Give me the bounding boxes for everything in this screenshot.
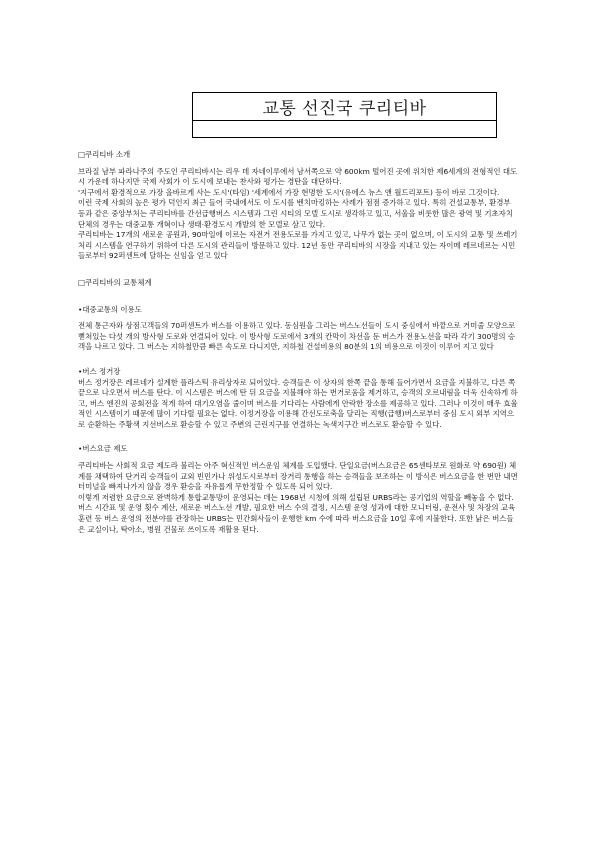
document-body (78, 150, 518, 535)
section-heading-intro: □쿠리티바 소개 (78, 150, 131, 159)
fares-paragraph-1: 쿠리티바는 사회적 요금 제도라 불리는 아주 혁신적인 버스운임 체계를 도입했다. 단일요금(버스요금은 65센타보로 원화로 약 690원) 체계를 채택하여 단거리 승객들이 교외 빈민가나 위성도시로부터 장거리 통행을 하는 승객들을 보조하는 이 방식은 버스요금을 한 번만 내면 터미널을 빠져나가지 않을 경우 환승을 자유롭게 무한정할 수 있도록 되어 있다. (78, 461, 518, 492)
usage-paragraph: 전체 통근자와 상점고객들의 70퍼센트가 버스를 이용하고 있다. 동심원을 그리는 버스노선들이 도시 중심에서 바깥으로 거미줄 모양으로 뻗쳐있는 다섯 개의 방사형 도로와 연결되어 있다. 이 방사형 도로에서 3개의 칸막이 차선을 둔 버스가 전용노선을 따라 각기 300명의 승객을 나르고 있다. 그 버스는 지하철만큼 빠른 속도로 다니지만, 지하철 건설비용의 80분의 1의 비용으로 이것이 이루어 지고 있다 (78, 321, 516, 352)
subsection-heading-usage: •대중교통의 이용도 (78, 304, 142, 314)
document-title: 교통 선진국 쿠리티바 (193, 93, 496, 121)
title-box (192, 92, 497, 138)
intro-paragraph-1: 브라질 남부 파라나주의 주도인 쿠리티바시는 리우 데 자네이루에서 남서쪽으로 약 600km 떨어진 곳에 위치한 제6세계의 전형적인 대도시 가운데 하나지만 국제 사회가 이 도시에 보내는 찬사와 평가는 경탄을 대단하다. (78, 166, 518, 187)
subsection-heading-stations: •버스 정거장 (78, 366, 121, 376)
subsection-heading-fares: •버스요금 제도 (78, 444, 128, 454)
intro-paragraph-2: '지구에서 환경적으로 가장 올바르게 사는 도시'(타임) '세계에서 가장 현명한 도시'(유에스 뉴스 앤 월드리포트) 등이 바로 그것이다. (78, 187, 500, 197)
intro-paragraph-3: 이런 국제 사회의 높은 평가 덕인지 최근 들어 국내에서도 이 도시를 벤치마킹하는 사례가 점점 증가하고 있다. 특히 건설교통부, 환경부 등과 같은 중앙부처는 쿠리티바를 간선급행버스 시스템과 그린 시티의 모델 도시로 생각하고 있고, 서울을 비롯한 많은 광역 및 기초자치단체의 경우는 대중교통 개혁이나 생태·환경도시 개발의 한 모델로 삼고 있다. (78, 198, 513, 229)
stations-paragraph: 버스 정거장은 레르네가 설계한 플라스틱 유리상자로 되어있다. 승객들은 이 상자의 한쪽 끝을 통해 들어가면서 요금을 지불하고, 다른 쪽 끝으로 나오면서 버스를 탄다. 이 시스템은 버스에 탄 뒤 요금을 지불해야 하는 번거로움을 제거하고, 승객의 오르내림을 더욱 신속하게 하고, 버스 엔진의 공회전을 적게 하여 대기오염을 줄이며 버스를 기다리는 사람에게 안락한 장소를 제공하고 있다. 그러나 이것이 매우 효율적인 시스템이기 때문에 많이 기다릴 필요는 없다. 이정거장을 이용해 간선도로축을 달리는 직행(급행)버스로부터 중심 도시 외부 지역으로 순환하는 주황색 지선버스로 환승할 수 있고 주변의 근린지구를 연결하는 녹색지구간 버스로도 환승할 수 있다. (78, 377, 518, 429)
intro-paragraph-4: 쿠리티바는 17개의 새로운 공원과, 90마일에 이르는 자전거 전용도로를 가지고 있고, 나무가 없는 곳이 없으며, 이 도시의 교통 및 쓰레기처리 시스템을 연구하기 위하여 다른 도시의 관리들이 방문하고 있다. 12년 동안 쿠리티바의 시장을 지내고 있는 자이메 레르네르는 시민들로부터 92퍼센트에 달하는 신임을 얻고 있다 (78, 230, 518, 261)
section-heading-transport: □쿠리티바의 교통체계 (78, 277, 152, 287)
fares-paragraph-2: 이렇게 저렴한 요금으로 완벽하게 통합교통망이 운영되는 데는 1968년 시청에 의해 설립된 URBS라는 공기업의 역할을 빼놓을 수 없다. 버스 시간표 및 운영 횟수 계산, 새로운 버스노선 개발, 필요한 버스 수의 결정, 시스템 운영 성과에 대한 모니터링, 운전사 및 차장의 교육훈련 등 버스 운영의 전분야를 관장하는 URBS는 민간회사들이 운행한 km 수에 따라 버스요금을 10일 후에 지불한다. 또한 낡은 버스들은 교실이나, 탁아소, 병원 건물로 쓰이도록 재활용 된다. (78, 492, 516, 534)
